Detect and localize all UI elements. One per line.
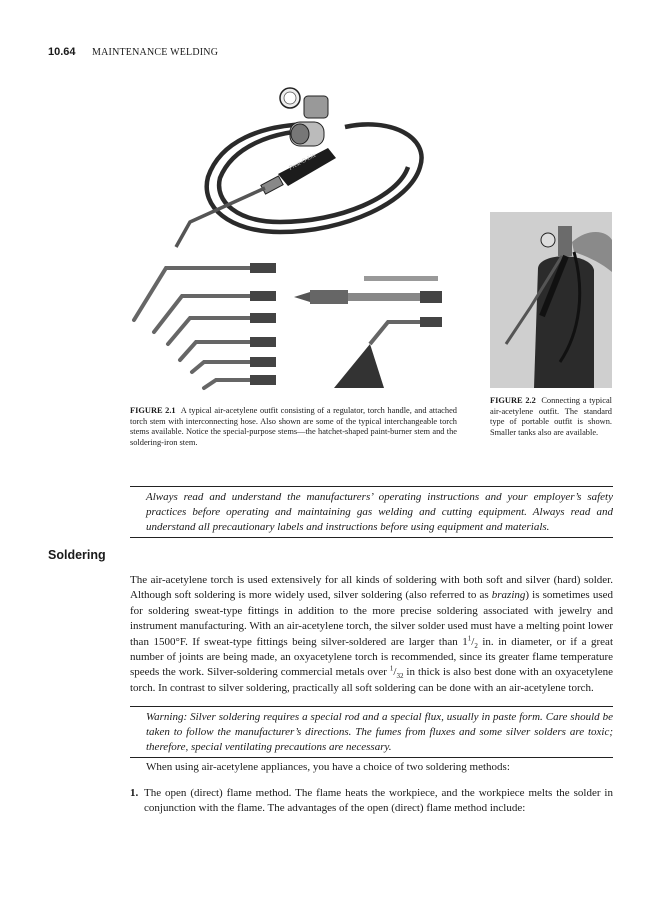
fraction-1-numerator: 1 (467, 633, 472, 642)
paragraph-1-part-4: in thick is also best done with an oxyacetylene torch. In contrast to silver soldering, practically all soft soldering can be done with an air-acetylene torch. (130, 666, 613, 694)
figure-2-2-text: Connecting a typical air-acetylene outfit. The standard type of portable outfit is shown. Smaller tanks also are available. (490, 396, 612, 437)
warning-note (130, 706, 613, 758)
safety-note (130, 486, 613, 538)
paint-burner-stem (334, 317, 442, 388)
fraction-2-numerator: 1 (389, 664, 394, 673)
figure-2-1-image (120, 82, 460, 400)
interchangeable-stems (134, 268, 250, 388)
page-header (48, 46, 218, 58)
figure-2-1-label: FIGURE 2.1 (130, 406, 176, 415)
list-item-number: 1. (130, 787, 139, 799)
paragraph-2-text: When using air-acetylene appliances, you have a choice of two soldering methods: (146, 761, 510, 773)
running-title: MAINTENANCE WELDING (92, 47, 219, 58)
figure-2-1-caption (130, 406, 457, 448)
torch-handle (261, 148, 336, 194)
figure-2-2-label: FIGURE 2.2 (490, 396, 536, 405)
numbered-list (130, 786, 613, 817)
list-item-text: The open (direct) flame method. The flame heats the workpiece, and the workpiece melts the solder in conjunction with the flame. The advantages of the open (direct) flame method include: (144, 787, 613, 815)
soldering-iron-stem (294, 276, 442, 304)
warning-note-text: Warning: Silver soldering requires a special rod and a special flux, usually in paste form. Care should be taken to follow the manufacturer’s directions. The fumes from fluxes and some silver solders are toxic; therefore, special ventilating precautions are necessary. (146, 711, 613, 753)
fraction-2-denominator: 32 (396, 672, 404, 681)
paragraph-1-part-2: ) is sometimes used for soldering sweat-type fittings in addition to the more precise soldering associated with jewelry and instrument manufacturing. With an air-acetylene torch, the silver solder used must have a melting point lower than 1500°F. If sweat-type fittings being silver-soldered are larger than 1 (130, 589, 613, 648)
fraction-1-denominator: 2 (474, 641, 478, 650)
figure-2-1-text: A typical air-acetylene outfit consisting of a regulator, torch handle, and attached torch stem with interconnecting hose. Also shown are some of the typical interchangeable torch stems available. Notice the special-purpose stems—the hatchet-shaped paint-burner stem and the soldering-iron stem. (130, 406, 457, 447)
list-item (130, 786, 613, 817)
paragraph-2 (130, 760, 613, 775)
paragraph-1-part-3: in. in diameter, or if a great number of joints are being made, an oxyacetylene torch is recommended, since its greater flame temperature speeds the work. Silver-soldering commercial metals over (130, 635, 613, 679)
figure-2-2-image (490, 212, 612, 388)
page-number: 10.64 (48, 46, 76, 58)
regulator (280, 88, 328, 146)
section-heading: Soldering (48, 548, 106, 562)
safety-note-text: Always read and understand the manufacturers’ operating instructions and your employer’s safety practices before operating and maintaining gas welding and cutting equipment. Always read and understand all precautionary labels and instructions before using equipment and materials. (146, 491, 613, 533)
paragraph-1: The air-acetylene torch is used extensively for all kinds of soldering with both soft and silver (hard) solder. Although soft soldering is more widely used, silver soldering (also referred to as brazing) is sometimes used for soldering sweat-type fittings in addition to the more precise soldering associated with jewelry and instrument manufacturing. With an air-acetylene torch, the silver solder used must have a melting point lower than 1500°F. If sweat-type fittings being silver-soldered are larger than $1^1/_2$ in. in diameter, or if a great number of joints are being made, an oxyacetylene torch is recommended, since its greater flame temperature speeds the work. Silver-soldering commercial metals over $^1/_{32}$ in thick is also best done with an oxyacetylene torch. In contrast to silver soldering, practically all soft soldering can be done with an air-acetylene torch. (130, 574, 613, 694)
brazing-term: brazing (491, 589, 526, 602)
handle-engraving: Prest-O-Lite (288, 152, 318, 172)
paragraph-1-part-1: The air-acetylene torch is used extensively for all kinds of soldering with both soft and silver (hard) solder. Although soft soldering is more widely used, silver soldering (also referred to as (130, 574, 613, 602)
figure-2-2-caption (490, 396, 612, 438)
stem-fittings (250, 263, 276, 385)
